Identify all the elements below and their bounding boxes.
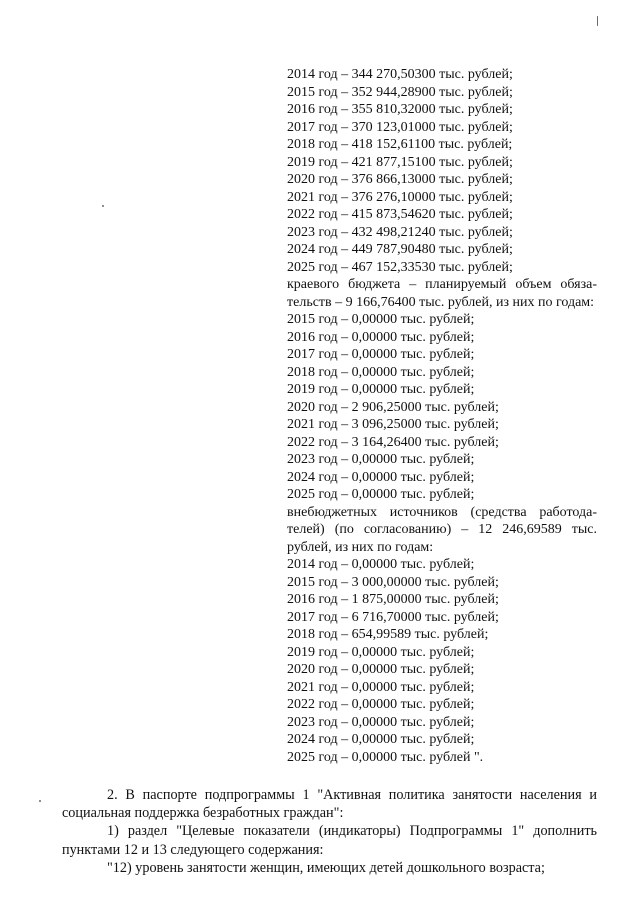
year-line: 2014 год – 0,00000 тыс. рублей; xyxy=(287,557,475,572)
item-12: "12) уровень занятости женщин, имеющих детей дошкольного возраста; xyxy=(107,859,545,876)
year-line: 2017 год – 6 716,70000 тыс. рублей; xyxy=(287,609,499,625)
year-line: 2025 год – 467 152,33530 тыс. рублей; xyxy=(287,259,513,275)
regional-years-list xyxy=(287,66,597,276)
year-line: 2023 год – 0,00000 тыс. рублей; xyxy=(287,452,475,467)
year-line: 2016 год – 1 875,00000 тыс. рублей; xyxy=(287,592,499,607)
krai-budget-intro: краевого бюджета – планируемый объем обяза-тельств – 9 166,76400 тыс. рублей, из них по годам: xyxy=(287,277,597,310)
year-line: 2018 год – 418 152,61100 тыс. рублей; xyxy=(287,137,513,152)
year-line: 2020 год – 0,00000 тыс. рублей; xyxy=(287,662,475,677)
year-line: 2020 год – 2 906,25000 тыс. рублей; xyxy=(287,399,499,415)
extrabudget-years-list xyxy=(287,556,597,766)
year-line: 2021 год – 0,00000 тыс. рублей; xyxy=(287,679,475,695)
scan-mark xyxy=(102,205,104,207)
year-line: 2015 год – 0,00000 тыс. рублей; xyxy=(287,312,475,327)
year-line: 2022 год – 415 873,54620 тыс. рублей; xyxy=(287,207,513,222)
main-text xyxy=(62,786,597,877)
year-line: 2020 год – 376 866,13000 тыс. рублей; xyxy=(287,172,513,187)
year-line: 2015 год – 352 944,28900 тыс. рублей; xyxy=(287,84,513,100)
year-line: 2023 год – 432 498,21240 тыс. рублей; xyxy=(287,224,513,240)
year-line: 2022 год – 3 164,26400 тыс. рублей; xyxy=(287,434,499,450)
year-line: 2014 год – 344 270,50300 тыс. рублей; xyxy=(287,67,513,82)
year-line: 2023 год – 0,00000 тыс. рублей; xyxy=(287,714,475,730)
year-line: 2021 год – 376 276,10000 тыс. рублей; xyxy=(287,189,513,205)
year-line: 2016 год – 355 810,32000 тыс. рублей; xyxy=(287,102,513,117)
year-line: 2024 год – 0,00000 тыс. рублей; xyxy=(287,732,475,747)
year-line: 2021 год – 3 096,25000 тыс. рублей; xyxy=(287,417,499,432)
year-line: 2016 год – 0,00000 тыс. рублей; xyxy=(287,329,475,345)
year-line: 2019 год – 421 877,15100 тыс. рублей; xyxy=(287,154,513,170)
year-line: 2018 год – 654,99589 тыс. рублей; xyxy=(287,627,489,642)
year-line: 2025 год – 0,00000 тыс. рублей ". xyxy=(287,749,484,765)
item-1: 1) раздел "Целевые показатели (индикаторы) Подпрограммы 1" дополнить пунктами 12 и 13 следующего содержания: xyxy=(62,823,597,858)
year-line: 2015 год – 3 000,00000 тыс. рублей; xyxy=(287,574,499,590)
year-line: 2018 год – 0,00000 тыс. рублей; xyxy=(287,364,475,380)
year-line: 2019 год – 0,00000 тыс. рублей; xyxy=(287,644,475,660)
extrabudget-intro: внебюджетных источников (средства работода-телей) (по согласованию) – 12 246,69589 тыс. рублей, из них по годам: xyxy=(287,504,597,555)
year-line: 2017 год – 370 123,01000 тыс. рублей; xyxy=(287,119,513,135)
scan-mark xyxy=(597,16,598,26)
year-line: 2019 год – 0,00000 тыс. рублей; xyxy=(287,382,475,397)
year-line: 2017 год – 0,00000 тыс. рублей; xyxy=(287,347,475,362)
year-line: 2025 год – 0,00000 тыс. рублей; xyxy=(287,487,475,502)
scan-mark xyxy=(39,800,41,802)
financing-column xyxy=(287,66,597,766)
year-line: 2024 год – 0,00000 тыс. рублей; xyxy=(287,469,475,485)
year-line: 2022 год – 0,00000 тыс. рублей; xyxy=(287,697,475,712)
paragraph-2: 2. В паспорте подпрограммы 1 "Активная политика занятости населения и социальная поддержка безработных граждан": xyxy=(62,787,597,822)
year-line: 2024 год – 449 787,90480 тыс. рублей; xyxy=(287,242,513,257)
krai-years-list xyxy=(287,311,597,504)
